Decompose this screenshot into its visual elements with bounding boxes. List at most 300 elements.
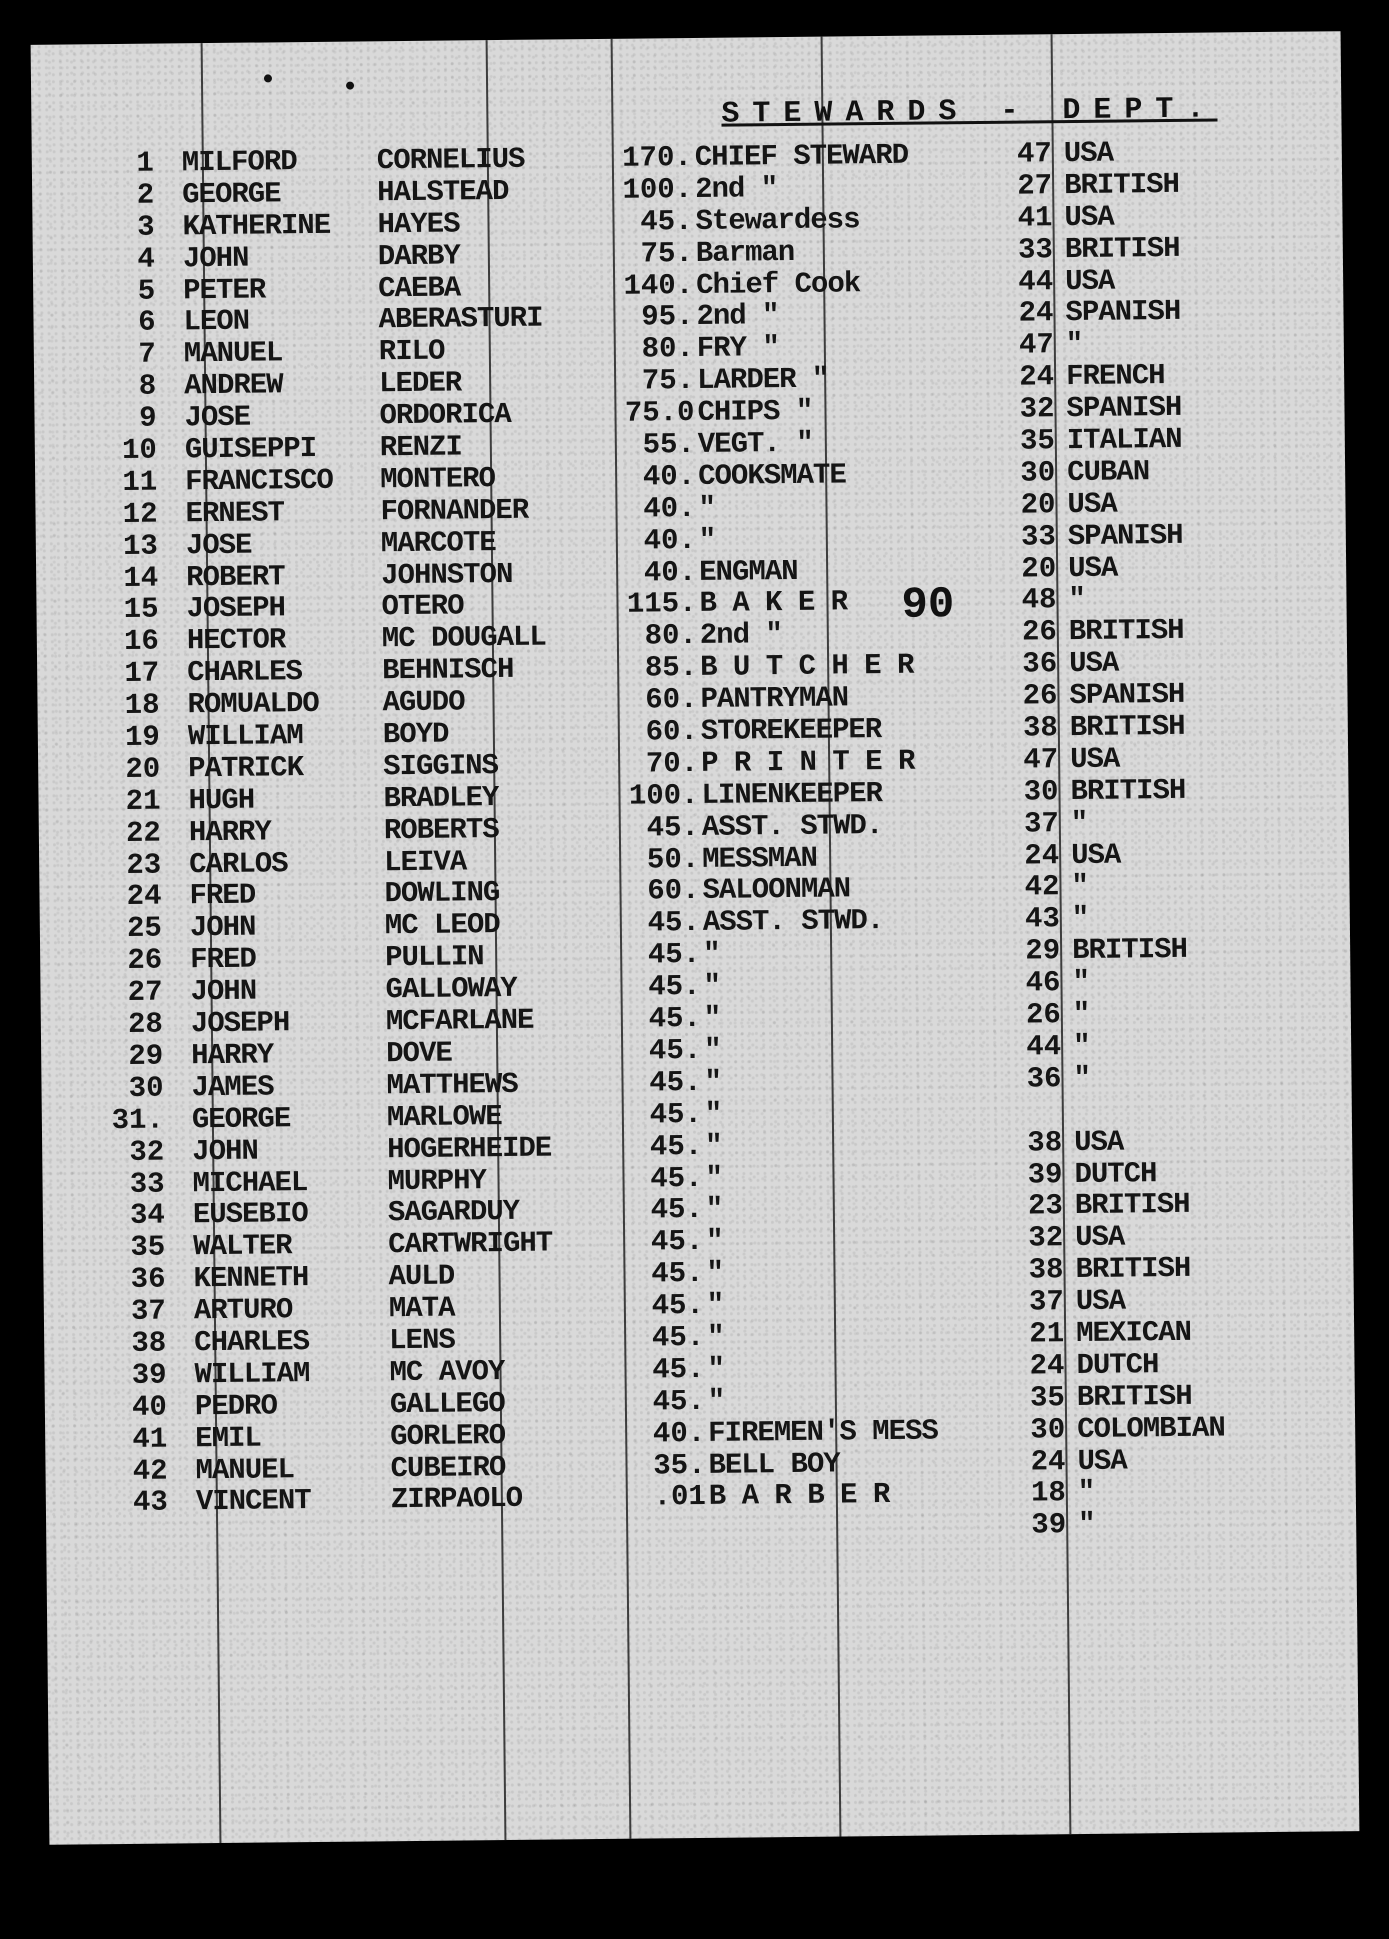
- wage: 75.: [640, 236, 694, 271]
- age: 44: [1026, 1030, 1062, 1064]
- wage: 140.: [623, 268, 694, 303]
- row-number: 35: [130, 1230, 166, 1265]
- row-number: 43: [132, 1485, 169, 1520]
- wage: 45.: [649, 1065, 702, 1100]
- nationality: USA: [1069, 742, 1120, 776]
- nationality: USA: [1064, 200, 1114, 234]
- wage: 75.0: [624, 396, 695, 430]
- row-number: 27: [127, 975, 163, 1010]
- nationality: SPANISH: [1069, 678, 1185, 713]
- age: 47: [1023, 743, 1059, 777]
- wage: 95.: [641, 300, 694, 334]
- nationality: ": [1070, 806, 1088, 840]
- last-name: MATA: [388, 1291, 455, 1326]
- position: CHIPS ": [697, 394, 813, 430]
- position: B A K E R: [699, 585, 848, 621]
- age: 23: [1027, 1189, 1063, 1223]
- nationality: USA: [1077, 1444, 1127, 1478]
- position: LARDER ": [696, 362, 829, 398]
- age: 35: [1029, 1380, 1066, 1415]
- row-number: [108, 1518, 168, 1519]
- row-number: 29: [128, 1039, 164, 1073]
- row-number: 41: [132, 1422, 168, 1456]
- first-name: FRANCISCO: [185, 463, 333, 499]
- nationality: ": [1068, 583, 1086, 617]
- row-number: 36: [130, 1262, 166, 1297]
- last-name: CORNELIUS: [376, 142, 525, 178]
- first-name: GEORGE: [191, 1101, 291, 1136]
- last-name: CARTWRIGHT: [388, 1226, 553, 1262]
- first-name: VINCENT: [195, 1484, 311, 1519]
- first-name: ROMUALDO: [187, 687, 319, 722]
- first-name: JOSE: [184, 400, 251, 435]
- wage: 45.: [651, 1257, 704, 1291]
- position: CHIEF STEWARD: [694, 138, 909, 174]
- last-name: LENS: [389, 1323, 455, 1358]
- first-name: CHARLES: [187, 655, 303, 690]
- age: 44: [1018, 264, 1054, 299]
- row-number: 14: [123, 561, 159, 595]
- age: 39: [1031, 1508, 1067, 1542]
- last-name: PULLIN: [385, 940, 484, 975]
- row-number: 37: [130, 1294, 167, 1328]
- age: 24: [1019, 360, 1055, 394]
- first-name: HUGH: [188, 783, 255, 818]
- last-name: MC LEOD: [384, 908, 500, 943]
- age: 26: [1021, 615, 1057, 649]
- punch-mark: [264, 74, 272, 82]
- row-number: 17: [124, 656, 160, 691]
- last-name: MATTHEWS: [386, 1067, 518, 1103]
- last-name: DOWLING: [384, 876, 500, 911]
- first-name: JOSE: [185, 528, 252, 562]
- nationality: CUBAN: [1066, 455, 1150, 489]
- wage: 45.: [648, 1001, 702, 1036]
- age: 29: [1025, 934, 1061, 968]
- last-name: MARCOTE: [380, 525, 496, 560]
- position: ": [707, 1384, 725, 1418]
- wage: 85.: [644, 651, 698, 685]
- last-name: SIGGINS: [383, 748, 499, 784]
- wage: 60.: [647, 874, 700, 908]
- row-number: 32: [129, 1135, 165, 1169]
- wage: 35.: [653, 1448, 706, 1482]
- last-name: SAGARDUY: [387, 1195, 520, 1230]
- position: ": [704, 1033, 721, 1067]
- position: ": [703, 938, 720, 972]
- age: 39: [1027, 1157, 1063, 1192]
- nationality: BRITISH: [1070, 773, 1186, 808]
- wage: 45.: [652, 1352, 705, 1387]
- first-name: MANUEL: [195, 1452, 295, 1487]
- last-name: AGUDO: [382, 685, 465, 720]
- first-name: CARLOS: [189, 846, 288, 881]
- row-number: 24: [126, 880, 162, 914]
- nationality: USA: [1067, 487, 1117, 521]
- position: ASST. STWD.: [701, 808, 883, 844]
- first-name: PATRICK: [188, 751, 304, 786]
- row-number: 3: [136, 210, 155, 244]
- nationality: ": [1071, 902, 1089, 936]
- wage: 45.: [651, 1288, 705, 1323]
- last-name: GALLOWAY: [385, 972, 517, 1007]
- wage: 45.: [648, 1033, 702, 1068]
- last-name: DOVE: [386, 1036, 452, 1071]
- row-number: 10: [121, 433, 158, 467]
- wage: 75.: [641, 364, 695, 398]
- wage: 45.: [648, 970, 701, 1004]
- first-name: CHARLES: [194, 1325, 310, 1360]
- position: FIREMEN'S MESS: [708, 1414, 938, 1450]
- nationality: USA: [1067, 551, 1118, 585]
- first-name: ANDREW: [184, 368, 283, 403]
- nationality: USA: [1064, 264, 1115, 298]
- first-name: KENNETH: [193, 1261, 309, 1296]
- wage: 45.: [647, 938, 701, 972]
- nationality: BRITISH: [1071, 933, 1188, 968]
- first-name: PETER: [183, 273, 266, 307]
- age: 18: [1030, 1476, 1067, 1510]
- wage: 45.: [649, 1129, 703, 1164]
- nationality: ": [1065, 328, 1083, 362]
- nationality: USA: [1075, 1284, 1126, 1319]
- first-name: PEDRO: [194, 1389, 278, 1423]
- wage: 45.: [646, 810, 700, 845]
- age: 36: [1026, 1061, 1062, 1096]
- last-name: BOYD: [382, 717, 449, 752]
- last-name: MC AVOY: [389, 1354, 505, 1390]
- wage: 115.: [626, 587, 697, 622]
- position: SALOONMAN: [702, 872, 851, 908]
- wage: 45.: [647, 906, 701, 940]
- row-number: 34: [129, 1198, 166, 1233]
- age: 38: [1022, 711, 1058, 745]
- position: 2nd ": [696, 299, 779, 334]
- age: 30: [1023, 774, 1059, 809]
- last-name: HOGERHEIDE: [387, 1131, 552, 1166]
- position: FRY ": [696, 331, 780, 366]
- first-name: JOHN: [190, 974, 257, 1009]
- position: ": [704, 1097, 722, 1131]
- first-name: WILLIAM: [194, 1356, 310, 1392]
- position: MESSMAN: [702, 841, 818, 876]
- first-name: GUISEPPI: [184, 431, 317, 467]
- nationality: ": [1077, 1508, 1095, 1542]
- position: P R I N T E R: [700, 744, 915, 780]
- first-name: WALTER: [193, 1229, 292, 1264]
- nationality: DUTCH: [1076, 1348, 1159, 1382]
- nationality: BRITISH: [1074, 1188, 1190, 1223]
- wage: 50.: [646, 842, 700, 877]
- age: 33: [1017, 232, 1053, 267]
- wage: 40.: [643, 491, 696, 526]
- age: 48: [1021, 583, 1057, 618]
- position: ": [698, 523, 716, 557]
- age: 24: [1024, 838, 1060, 873]
- nationality: BRITISH: [1064, 231, 1180, 266]
- last-name: BRADLEY: [383, 780, 499, 816]
- first-name: EUSEBIO: [192, 1197, 308, 1232]
- nationality: ": [1072, 997, 1090, 1032]
- position: 2nd ": [694, 171, 778, 206]
- first-name: JOSEPH: [190, 1006, 290, 1041]
- first-name: KATHERINE: [182, 208, 331, 244]
- row-number: 1: [136, 146, 155, 180]
- age: 33: [1020, 519, 1056, 554]
- nationality: ITALIAN: [1066, 422, 1182, 458]
- row-number: 9: [138, 401, 157, 435]
- wage: 45.: [651, 1320, 705, 1355]
- position: VEGT. ": [697, 426, 813, 461]
- nationality: BRITISH: [1063, 167, 1180, 202]
- first-name: WILLIAM: [187, 719, 303, 754]
- last-name: ZIRPAOLO: [390, 1482, 523, 1517]
- position: ": [705, 1193, 723, 1227]
- nationality: ": [1073, 1061, 1091, 1095]
- age: 26: [1022, 679, 1058, 713]
- position: ": [704, 1065, 722, 1099]
- last-name: OTERO: [381, 589, 464, 624]
- first-name: HARRY: [188, 815, 272, 849]
- first-name: FRED: [189, 879, 256, 913]
- position: ": [706, 1225, 723, 1259]
- wage: 45.: [640, 204, 693, 239]
- age: 42: [1024, 870, 1060, 905]
- document-page: [31, 31, 1360, 1845]
- position: Chief Cook: [695, 266, 861, 302]
- crew-list: [32, 134, 1357, 1551]
- row-number: 33: [129, 1167, 165, 1201]
- first-name: FRED: [190, 942, 256, 977]
- last-name: GORLERO: [390, 1418, 506, 1453]
- last-name: RILO: [378, 334, 445, 369]
- nationality: BRITISH: [1068, 614, 1184, 649]
- position: ": [703, 969, 721, 1004]
- first-name: MICHAEL: [192, 1165, 308, 1200]
- nationality: ": [1072, 1029, 1090, 1063]
- nationality: ": [1071, 870, 1089, 904]
- last-name: HALSTEAD: [377, 174, 509, 210]
- position: STOREKEEPER: [700, 713, 882, 748]
- nationality: COLOMBIAN: [1076, 1411, 1225, 1446]
- last-name: RENZI: [379, 430, 463, 465]
- wage: 170.: [622, 140, 692, 175]
- nationality: DUTCH: [1074, 1156, 1157, 1191]
- row-number: 25: [126, 911, 163, 946]
- position: ASST. STWD.: [702, 904, 884, 940]
- wage: 100.: [628, 778, 699, 813]
- last-name: ROBERTS: [383, 812, 499, 847]
- age: 24: [1029, 1348, 1065, 1383]
- position: Barman: [695, 235, 795, 270]
- position: ": [705, 1161, 723, 1195]
- position: B U T C H E R: [699, 648, 914, 685]
- last-name: GALLEGO: [389, 1386, 505, 1421]
- row-number: 15: [123, 593, 159, 627]
- nationality: USA: [1070, 838, 1121, 872]
- row-number: 30: [128, 1071, 164, 1105]
- last-name: BEHNISCH: [382, 653, 514, 688]
- row-number: 16: [123, 624, 160, 659]
- last-name: DARBY: [377, 239, 461, 273]
- age: 37: [1028, 1285, 1065, 1319]
- row-number: 39: [131, 1358, 167, 1392]
- age: 32: [1019, 392, 1055, 426]
- position: LINENKEEPER: [701, 776, 883, 812]
- row-number: 7: [138, 337, 157, 372]
- row-number: 8: [138, 369, 157, 404]
- position: ENGMAN: [698, 554, 798, 589]
- first-name: ARTURO: [193, 1293, 293, 1328]
- age: 26: [1025, 998, 1061, 1032]
- first-name: HECTOR: [186, 623, 286, 658]
- age: 47: [1016, 137, 1052, 171]
- first-name: MILFORD: [181, 145, 297, 180]
- row-number: 28: [127, 1007, 164, 1041]
- nationality: USA: [1068, 646, 1119, 681]
- row-number: 42: [132, 1454, 168, 1488]
- age: 41: [1017, 200, 1053, 235]
- position: ": [706, 1256, 724, 1291]
- nationality: FRENCH: [1065, 359, 1165, 394]
- row-number: 5: [137, 274, 156, 308]
- row-number: 22: [125, 816, 162, 850]
- wage: 80.: [641, 332, 695, 366]
- row-number: 18: [124, 688, 160, 723]
- nationality: SPANISH: [1066, 391, 1182, 426]
- age: 24: [1018, 296, 1054, 331]
- position: ": [707, 1320, 724, 1354]
- row-number: 6: [137, 306, 156, 340]
- wage: 45.: [649, 1097, 703, 1132]
- last-name: HAYES: [377, 207, 460, 242]
- last-name: CAEBA: [378, 270, 461, 305]
- nationality: SPANISH: [1065, 295, 1181, 330]
- row-number: 21: [125, 784, 161, 818]
- age: 30: [1030, 1412, 1066, 1447]
- wage: .01: [653, 1480, 707, 1514]
- nationality: BRITISH: [1075, 1252, 1191, 1287]
- age: 27: [1017, 169, 1053, 203]
- wage: 70.: [645, 746, 699, 781]
- last-name: MURPHY: [387, 1163, 487, 1198]
- age: 20: [1020, 487, 1056, 522]
- row-number: 40: [131, 1390, 168, 1424]
- age: 20: [1021, 551, 1057, 586]
- age: 38: [1028, 1253, 1064, 1287]
- nationality: BRITISH: [1069, 709, 1185, 745]
- position: ": [707, 1352, 725, 1386]
- row-number: 19: [124, 720, 161, 754]
- age: 38: [1027, 1125, 1063, 1160]
- wage: 45.: [652, 1384, 706, 1419]
- position: ": [703, 1001, 721, 1035]
- age: 43: [1024, 902, 1060, 936]
- first-name: HARRY: [191, 1038, 274, 1073]
- first-name: JOSEPH: [186, 591, 286, 626]
- row-number: 20: [125, 752, 161, 786]
- age: 32: [1028, 1221, 1064, 1255]
- last-name: LEDER: [379, 366, 462, 401]
- row-number: 31.: [111, 1103, 165, 1137]
- wage: 45.: [650, 1193, 704, 1227]
- row-number: 12: [122, 497, 158, 531]
- wage: 40.: [652, 1416, 706, 1451]
- wage: 55.: [642, 427, 696, 462]
- nationality: USA: [1073, 1125, 1124, 1159]
- age: [1002, 1094, 1062, 1095]
- page-title: STEWARDS - DEPT.: [721, 92, 1218, 132]
- nationality: SPANISH: [1067, 518, 1183, 553]
- row-number: 23: [126, 848, 162, 882]
- age: 47: [1018, 328, 1054, 362]
- wage: 45.: [650, 1161, 703, 1195]
- position: B A R B E R: [708, 1478, 890, 1514]
- first-name: JOHN: [182, 241, 249, 275]
- position: ": [698, 491, 716, 525]
- wage: 40.: [643, 523, 697, 558]
- row-number: 4: [137, 242, 156, 276]
- last-name: MCFARLANE: [385, 1003, 534, 1039]
- age: 37: [1023, 806, 1059, 841]
- nationality: ": [1072, 966, 1090, 1000]
- position: COOKSMATE: [697, 458, 846, 493]
- last-name: AULD: [388, 1259, 455, 1294]
- position: ": [706, 1288, 724, 1322]
- last-name: ORDORICA: [379, 398, 511, 433]
- last-name: MARLOWE: [386, 1099, 502, 1134]
- row-number: 26: [127, 943, 163, 978]
- last-name: MC DOUGALL: [381, 620, 547, 656]
- last-name: CUBEIRO: [390, 1450, 506, 1485]
- first-name: JAMES: [191, 1070, 274, 1105]
- age: 36: [1022, 647, 1058, 681]
- first-name: MANUEL: [183, 336, 283, 371]
- nationality: BRITISH: [1076, 1379, 1192, 1414]
- wage: 60.: [645, 683, 698, 717]
- first-name: LEON: [183, 305, 250, 339]
- age: 24: [1030, 1444, 1066, 1479]
- age: 30: [1020, 456, 1056, 490]
- wage: 40.: [643, 555, 697, 590]
- age: 21: [1029, 1317, 1065, 1351]
- nationality: MEXICAN: [1075, 1315, 1192, 1350]
- last-name: MONTERO: [380, 461, 496, 497]
- first-name: ROBERT: [186, 559, 285, 594]
- position: PANTRYMAN: [700, 681, 849, 717]
- row-number: 2: [136, 178, 155, 212]
- age: 46: [1025, 966, 1061, 1000]
- nationality: USA: [1063, 136, 1114, 171]
- position: BELL BOY: [708, 1447, 840, 1482]
- wage: 80.: [644, 619, 698, 653]
- wage: 40.: [642, 459, 696, 494]
- nationality: USA: [1074, 1220, 1125, 1255]
- wage: 100.: [622, 172, 693, 207]
- nationality: ": [1077, 1476, 1095, 1510]
- first-name: JOHN: [192, 1134, 259, 1168]
- last-name: JOHNSTON: [381, 557, 513, 592]
- last-name: ABERASTURI: [378, 302, 543, 337]
- row-number: 11: [122, 465, 158, 499]
- wage: 60.: [645, 714, 699, 749]
- row-number: 38: [131, 1326, 167, 1360]
- wage: 45.: [650, 1225, 704, 1259]
- position: Stewardess: [695, 203, 860, 238]
- first-name: ERNEST: [185, 496, 285, 531]
- first-name: JOHN: [189, 910, 256, 945]
- position: ": [705, 1129, 722, 1163]
